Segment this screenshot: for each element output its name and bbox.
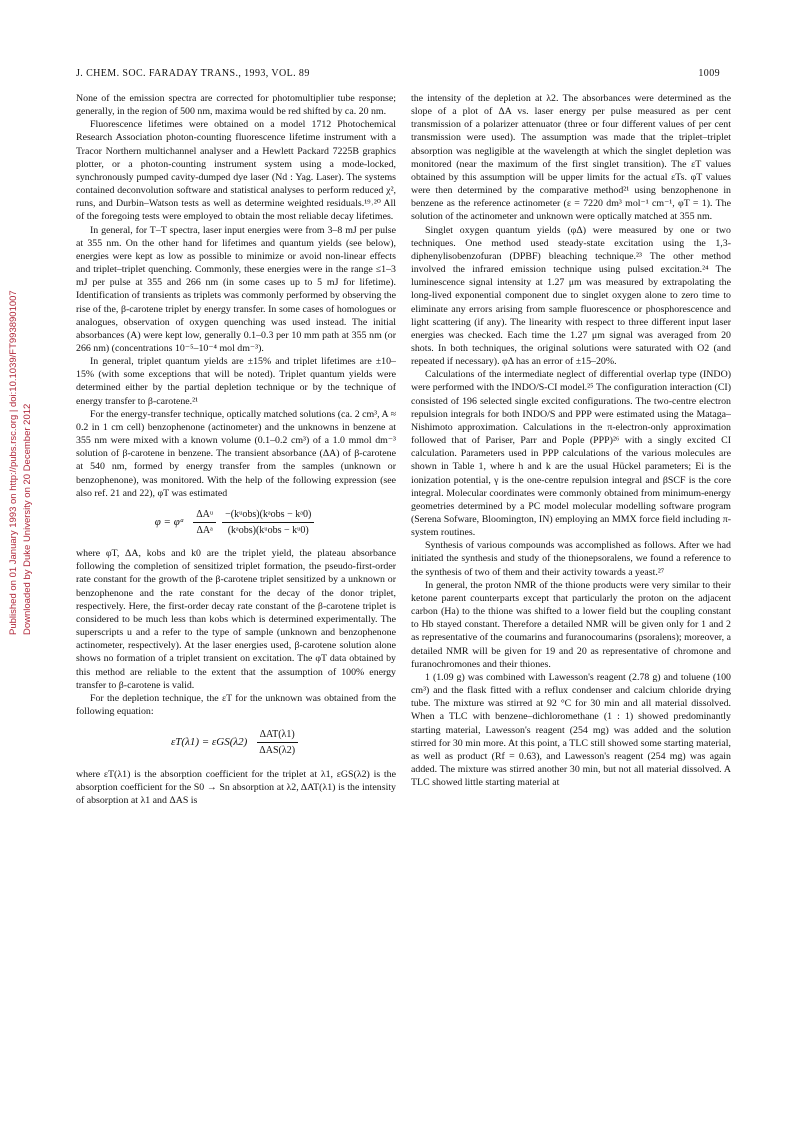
fraction-denominator: (kᵃobs)(kᵘobs − kᵘ0) <box>227 525 309 536</box>
paragraph: the intensity of the depletion at λ2. The absorbances were determined as the slope of a plot of ΔA vs. laser energy per pulse measured as per cent transmission of a polarizer attenuator (three or four different values of per cent transmission were used). The assumption was made that the triplet–triplet absorption was negligible at the wavelength at which the singlet depletion was monitored (near the maximum of the first singlet transition). The εT values obtained by this assumption will be upper limits for the actual εTs. φT values were then determined by the comparative method²¹ using benzophenone in benzene as the reference actinometer (ε = 7220 dm³ mol⁻¹ cm⁻¹, φT = 1). The solution of the actinometer and unknown were optically matched at 355 nm. <box>411 93 731 223</box>
paragraph: None of the emission spectra are corrected for photomultiplier tube response; generally, in the region of 500 nm, maxima would be red shifted by ca. 20 nm. <box>76 93 396 118</box>
equation-energy-transfer <box>76 508 396 537</box>
right-column <box>411 92 731 1092</box>
paragraph: For the depletion technique, the εT for the unknown was obtained from the following equation: <box>76 692 396 718</box>
fraction-denominator: ΔAᵃ <box>196 525 213 536</box>
paragraph: Fluorescence lifetimes were obtained on a model 1712 Photochemical Research Association photon-counting fluorescence lifetime instrument with a Tracor Northern multichannel analyser and a Hewlett Packard 7225B graphics plotter, or a photon-counting instrument system using a mode-locked, synchronously pumped cavity-dumped dye laser (Nd : Yag. Laser). The systems contained deconvolution software and statistical analyses to perform reduced χ², runs, and Durbin–Watson tests as well as determine weighted residuals.¹⁹˒²⁰ All of the foregoing tests were employed to obtain the most reliable decay lifetimes. <box>76 119 396 223</box>
equation-fraction <box>193 508 216 537</box>
equation-fraction <box>222 508 314 537</box>
paragraph: Calculations of the intermediate neglect of differential overlap type (INDO) were performed with the INDO/S-CI model.²⁵ The configuration interaction (CI) consisted of 196 selected single excited configurations. The two-centre electron repulsion integrals for both INDO/S and PPP were estimated using the Mataga–Nishimoto approximation. Calculations in the π-electron-only approximation followed that of Pariser, Parr and Pople (PPP)²⁶ with a singly excited CI calculation. Parameters used in PPP calculations of the various molecules are shown in Table 1, where h and k are the usual Hückel parameters; Ei is the ionization potential, γ is the one-centre repulsion integral and βSCF is the core integral. Molecular coordinates were commonly obtained from minimum-energy geometries determined by a PC model molecular modelling software program (Serena Sofware, Bloomington, IN) employing an MMX force field including π-system routines. <box>411 369 731 539</box>
fraction-numerator: −(kᵘobs)(kᵃobs − kᵃ0) <box>222 508 314 523</box>
fraction-numerator: ΔAᵘ <box>193 508 216 523</box>
equation-depletion <box>76 728 396 757</box>
published-notice[interactable]: Published on 01 January 1993 on http://pubs.rsc.org | doi:10.1039/FT9938901007 <box>7 290 19 635</box>
equation-lhs: εT(λ1) = εGS(λ2) <box>170 736 248 749</box>
paragraph: In general, the proton NMR of the thione products were very similar to their ketone parent counterparts except that particularly the proton on the adjacent carbon (Ha) to the thione was shifted to a lower field but the coupling constant to Hb stayed constant. Therefore a detailed NMR will be given only for 1 and 2 as representative of the coumarins and furanocoumarins (psoralens); moreover, a detailed NMR will be given for 19 and 20 as representative of chromone and furanochromones and their thiones. <box>411 579 731 670</box>
page-number: 1009 <box>698 68 720 79</box>
fraction-denominator: ΔAS(λ2) <box>259 745 296 757</box>
running-head <box>76 68 720 82</box>
paragraph: where εT(λ1) is the absorption coefficient for the triplet at λ1, εGS(λ2) is the absorption coefficient for the S0 → Sn absorption at λ2, ΔAT(λ1) is the intensity of absorption at λ1 and ΔAS is <box>76 768 396 806</box>
paragraph: In general, triplet quantum yields are ±15% and triplet lifetimes are ±10–15% (with some exceptions that will be noted). Triplet quantum yields were determined either by the partial depletion technique or by the technique of energy transfer to β-carotene.²¹ <box>76 356 396 407</box>
left-column <box>76 92 396 1092</box>
fraction-numerator: ΔAT(λ1) <box>257 728 298 743</box>
paragraph: In general, for T–T spectra, laser input energies were from 3–8 mJ per pulse at 355 nm. On the other hand for lifetimes and quantum yields (see below), energies were kept as low as possible to minimize or avoid non-linear effects and triplet–triplet quenching. Commonly, these energies were in the range ≤1–3 mJ per pulse at 355 and 266 nm (in some cases up to 5 mJ for lifetime). Identification of transients as triplets was commonly performed by observing the rise of the, β-carotene triplet by energy transfer. In some cases of homologues or analogues, observation of oxygen quenching was used instead. The initial absorbances (A) were kept low, generally 0.1–0.3 per 10 mm path at 355 nm (or 266 nm) (concentrations 10⁻⁵–10⁻⁴ mol dm⁻³). <box>76 224 396 354</box>
download-notice <box>2 215 38 635</box>
paragraph: Synthesis of various compounds was accomplished as follows. After we had initiated the synthesis and study of the thionepsoralens, we found a reference to the synthesis of two of them and their activity towards a yeast.²⁷ <box>411 540 731 578</box>
paragraph: 1 (1.09 g) was combined with Lawesson's reagent (2.78 g) and toluene (100 cm³) and the flask fitted with a reflux condenser and calcium chloride drying tube. The mixture was stirred at 92 °C for 30 min and all material dissolved. When a TLC with benzene–dichloromethane (1 : 1) showed predominantly starting material, Lawesson's reagent (254 mg) was added and the solution stirred for 30 min more. At this point, a TLC still showed some starting material, as well as product (Rf = 0.63), and Lawesson's reagent (254 mg) was again added. The mixture was stirred another 30 min, but not all material dissolved. A TLC showed little starting material at <box>411 671 731 789</box>
downloaded-notice: Downloaded by Duke University on 20 December 2012 <box>21 403 33 635</box>
journal-citation: J. CHEM. SOC. FARADAY TRANS., 1993, VOL. 89 <box>76 68 310 79</box>
paragraph: For the energy-transfer technique, optically matched solutions (ca. 2 cm³, A ≈ 0.2 in 1 cm cell) benzophenone (actinometer) and the unknowns in benzene at 355 nm were mixed with a known volume (0.1–0.2 cm³) of a 1.0 mmol dm⁻³ solution of β-carotene in benzene. The transient absorbance (ΔA) of β-carotene at 540 nm, formed by energy transfer from the samples (unknown or benzophenone), was monitored. With the help of the following expression (see also ref. 21 and 22), φT was estimated <box>76 408 396 499</box>
equation-fraction <box>256 728 298 757</box>
equation-lhs: φ = φᵃ <box>154 515 185 528</box>
paragraph: Singlet oxygen quantum yields (φΔ) were measured by one or two techniques. One method used steady-state excitation using the 1,3-diphenylisobenzofuran (DPBF) bleaching technique.²³ The other method involved the infrared emission technique using pulsed excitation.²⁴ The luminescence signal intensity at 1.27 μm was measured by extrapolating the long-lived exponential component due to singlet oxygen alone to zero time to eliminate any errors arising from sample fluorescence or phosphorescence and light scattering (if any). The linearity with respect to three different input laser energies was checked. Each time the 1.27 μm signal was averaged from 20 shots. In both techniques, the original solutions were saturated with O2 (and repeated if necessary). φΔ has an error of ±15–20%. <box>411 224 731 368</box>
paragraph: where φT, ΔA, kobs and k0 are the triplet yield, the plateau absorbance following the completion of sensitized triplet formation, the pseudo-first-order rate constant for the growth of the β-carotene triplet sensitized by a unknown or benzophenone and the rate constant for the decay of the donor triplet, respectively. Here, the first-order decay rate constant of the β-carotene triplet is considered to be much less than kobs which is determined experimentally. The superscripts u and a refer to the type of sample (unknown and benzophenone actinometer, respectively). At the laser energies used, β-carotene solution alone shows no formation of a triplet transient on excitation. The φT data obtained by this method are reliable to the extent that the assumption of 100% energy transfer to β-carotene is valid. <box>76 548 396 691</box>
